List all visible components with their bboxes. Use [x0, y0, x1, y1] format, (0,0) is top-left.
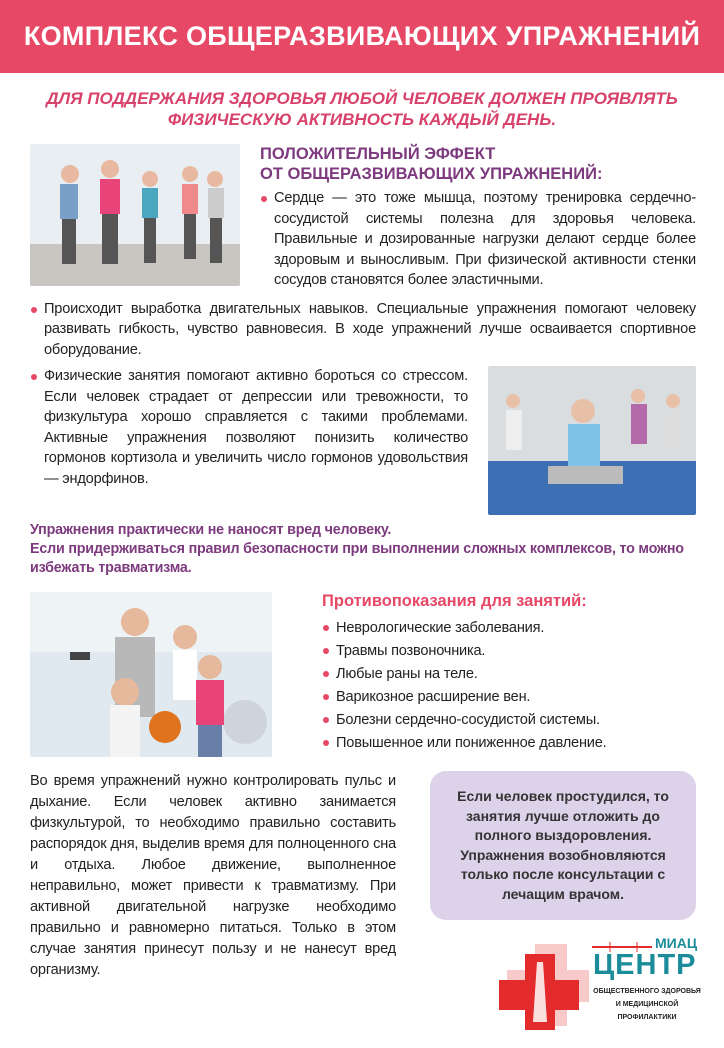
list-item: Болезни сердечно-сосудистой системы. — [322, 709, 696, 732]
effect-bullet: Происходит выработка двигательных навыков. Специальные упражнения помогают человеку развивать гибкость, чувство равновесия. В ходе упражнений лучше осваивается спортивное оборудование. — [30, 299, 696, 361]
list-item: Травмы позвоночника. — [322, 640, 696, 663]
logo-sub-line: ПРОФИЛАКТИКИ — [617, 1014, 677, 1021]
contraindications-heading: Противопоказания для занятий: — [322, 592, 587, 610]
safety-note — [30, 521, 696, 578]
subtitle-line: ФИЗИЧЕСКУЮ АКТИВНОСТЬ КАЖДЫЙ ДЕНЬ. — [167, 110, 557, 129]
fitness-class-photo — [30, 144, 240, 286]
subtitle — [20, 88, 704, 130]
logo-sub-line: И МЕДИЦИНСКОЙ — [615, 1001, 679, 1008]
seniors-stretching-photo — [488, 366, 696, 515]
logo-top-text: МИАЦ — [655, 935, 698, 951]
list-item: Неврологические заболевания. — [322, 617, 696, 640]
advice-paragraph: Во время упражнений нужно контролировать пульс и дыхание. Если человек активно занимается физкультурой, то необходимо правильно составить распорядок дня, выделив время для полноценного сна и отдыха. Любое движение, выполненное неправильно, может привести к травматизму. При активной двигательной нагрузке необходимо правильно и равномерно питаться. Только в этом случае занятия принесут пользу и не нанесут вред организму. — [30, 773, 396, 978]
cold-note-box — [430, 771, 696, 920]
effect-heading-line: ОТ ОБЩЕРАЗВИВАЮЩИХ УПРАЖНЕНИЙ: — [260, 165, 603, 183]
medical-cross-icon — [497, 932, 597, 1032]
logo-subtitle — [593, 985, 701, 1024]
logo — [497, 932, 702, 1032]
safety-line: Упражнения практически не наносят вред человеку. — [30, 522, 392, 538]
list-item: Варикозное расширение вен. — [322, 686, 696, 709]
page-title: КОМПЛЕКС ОБЩЕРАЗВИВАЮЩИХ УПРАЖНЕНИЙ — [23, 21, 701, 51]
contraindications-list — [322, 617, 696, 755]
effect-heading-line: ПОЛОЖИТЕЛЬНЫЙ ЭФФЕКТ — [260, 145, 496, 163]
family-exercise-photo — [30, 592, 272, 757]
list-item: Любые раны на теле. — [322, 663, 696, 686]
cold-note-text: Если человек простудился, то занятия лучше отложить до полного выздоровления. Упражнения возобновляются только после консультации с лечащим врачом. — [457, 788, 669, 902]
list-item: Повышенное или пониженное давление. — [322, 732, 696, 755]
logo-sub-line: ОБЩЕСТВЕННОГО ЗДОРОВЬЯ — [593, 988, 701, 995]
effect-bullet: Сердце — это тоже мышца, поэтому тренировка сердечно-сосудистой системы полезна для здоровья человека. Правильные и дозированные нагрузки делают сердце более здоровым и выносливым. При физической активности стенки сосудов становятся более эластичными. — [260, 188, 696, 291]
page-header — [0, 0, 724, 73]
effect-heading — [260, 144, 696, 184]
safety-line: Если придерживаться правил безопасности при выполнении сложных комплексов, то можно избежать травматизма. — [30, 541, 684, 576]
subtitle-line: ДЛЯ ПОДДЕРЖАНИЯ ЗДОРОВЬЯ ЛЮБОЙ ЧЕЛОВЕК ДОЛЖЕН ПРОЯВЛЯТЬ — [46, 89, 678, 108]
logo-main-text: ЦЕНТР — [593, 949, 697, 981]
effect-bullet: Физические занятия помогают активно бороться со стрессом. Если человек страдает от депрессии или тревожности, то физкультура хорошо справляется с такими проблемами. Активные упражнения позволяют понизить количество гормонов кортизола и увеличить число гормонов удовольствия — эндорфинов. — [30, 366, 468, 489]
